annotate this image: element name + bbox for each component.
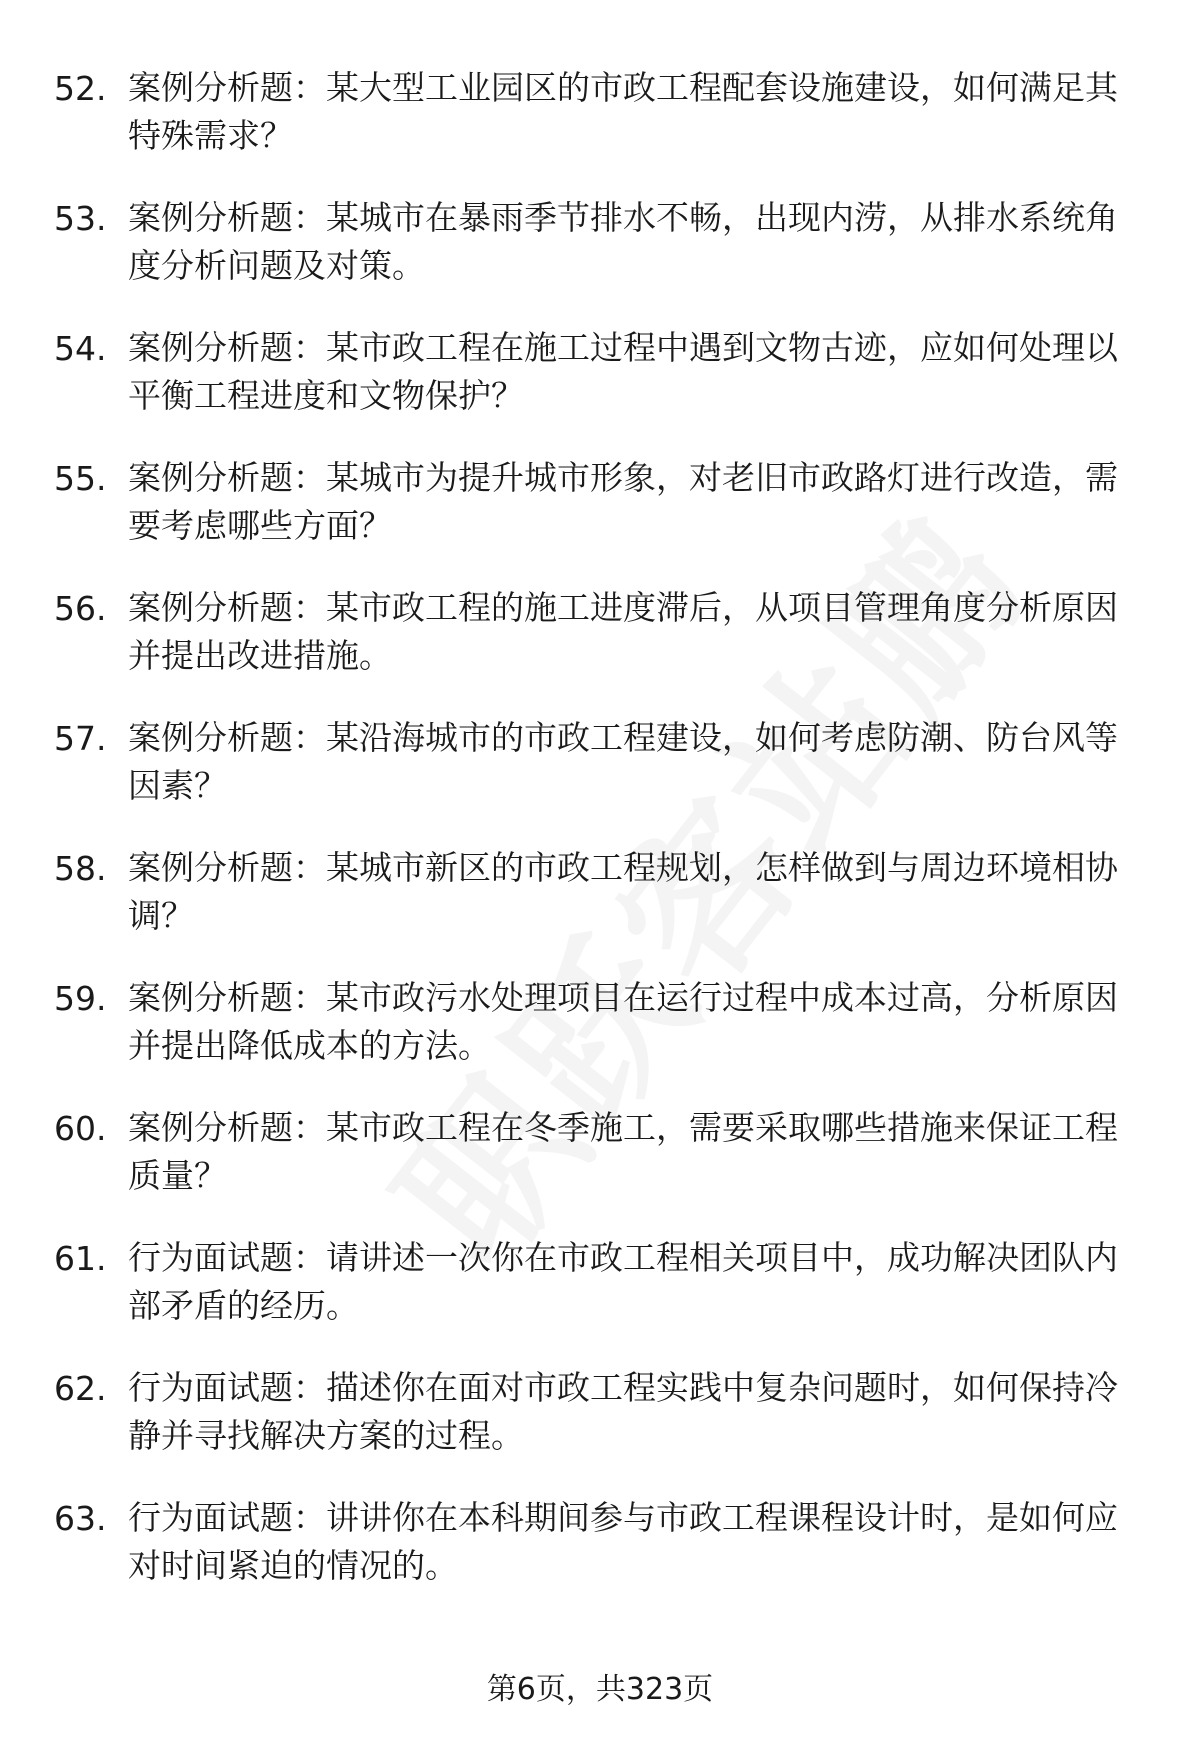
question-text: 案例分析题：某市政工程的施工进度滞后，从项目管理角度分析原因并提出改进措施。 — [128, 588, 1118, 675]
question-text: 行为面试题：请讲述一次你在市政工程相关项目中，成功解决团队内部矛盾的经历。 — [128, 1238, 1118, 1325]
question-text: 行为面试题：讲讲你在本科期间参与市政工程课程设计时，是如何应对时间紧迫的情况的。 — [128, 1498, 1118, 1585]
question-number: 59. — [54, 979, 107, 1018]
question-text: 案例分析题：某市政工程在冬季施工，需要采取哪些措施来保证工程质量？ — [128, 1108, 1118, 1195]
question-number: 57. — [54, 719, 107, 758]
question-item — [0, 578, 1200, 708]
question-item — [0, 1098, 1200, 1228]
question-text: 案例分析题：某城市为提升城市形象，对老旧市政路灯进行改造，需要考虑哪些方面？ — [128, 458, 1118, 545]
question-text: 案例分析题：某市政工程在施工过程中遇到文物古迹，应如何处理以平衡工程进度和文物保护？ — [128, 328, 1118, 415]
question-text: 案例分析题：某城市在暴雨季节排水不畅，出现内涝，从排水系统角度分析问题及对策。 — [128, 198, 1118, 285]
question-number: 63. — [54, 1499, 107, 1538]
question-text: 行为面试题：描述你在面对市政工程实践中复杂问题时，如何保持冷静并寻找解决方案的过程。 — [128, 1368, 1118, 1455]
question-text: 案例分析题：某沿海城市的市政工程建设，如何考虑防潮、防台风等因素？ — [128, 718, 1118, 805]
question-text: 案例分析题：某大型工业园区的市政工程配套设施建设，如何满足其特殊需求？ — [128, 68, 1118, 155]
question-number: 55. — [54, 459, 107, 498]
question-number: 60. — [54, 1109, 107, 1148]
question-list — [0, 58, 1200, 1618]
question-text: 案例分析题：某市政污水处理项目在运行过程中成本过高，分析原因并提出降低成本的方法。 — [128, 978, 1118, 1065]
question-item — [0, 968, 1200, 1098]
question-item — [0, 1228, 1200, 1358]
question-number: 61. — [54, 1239, 107, 1278]
question-item — [0, 708, 1200, 838]
question-number: 52. — [54, 69, 107, 108]
page-footer: 第6页，共323页 — [486, 1672, 714, 1707]
question-item — [0, 1488, 1200, 1618]
question-number: 54. — [54, 329, 107, 368]
question-item — [0, 838, 1200, 968]
question-item — [0, 318, 1200, 448]
question-number: 62. — [54, 1369, 107, 1408]
question-number: 58. — [54, 849, 107, 888]
question-text: 案例分析题：某城市新区的市政工程规划，怎样做到与周边环境相协调？ — [128, 848, 1118, 935]
question-item — [0, 448, 1200, 578]
question-item — [0, 58, 1200, 188]
question-number: 56. — [54, 589, 107, 628]
question-number: 53. — [54, 199, 107, 238]
question-item — [0, 188, 1200, 318]
question-item — [0, 1358, 1200, 1488]
